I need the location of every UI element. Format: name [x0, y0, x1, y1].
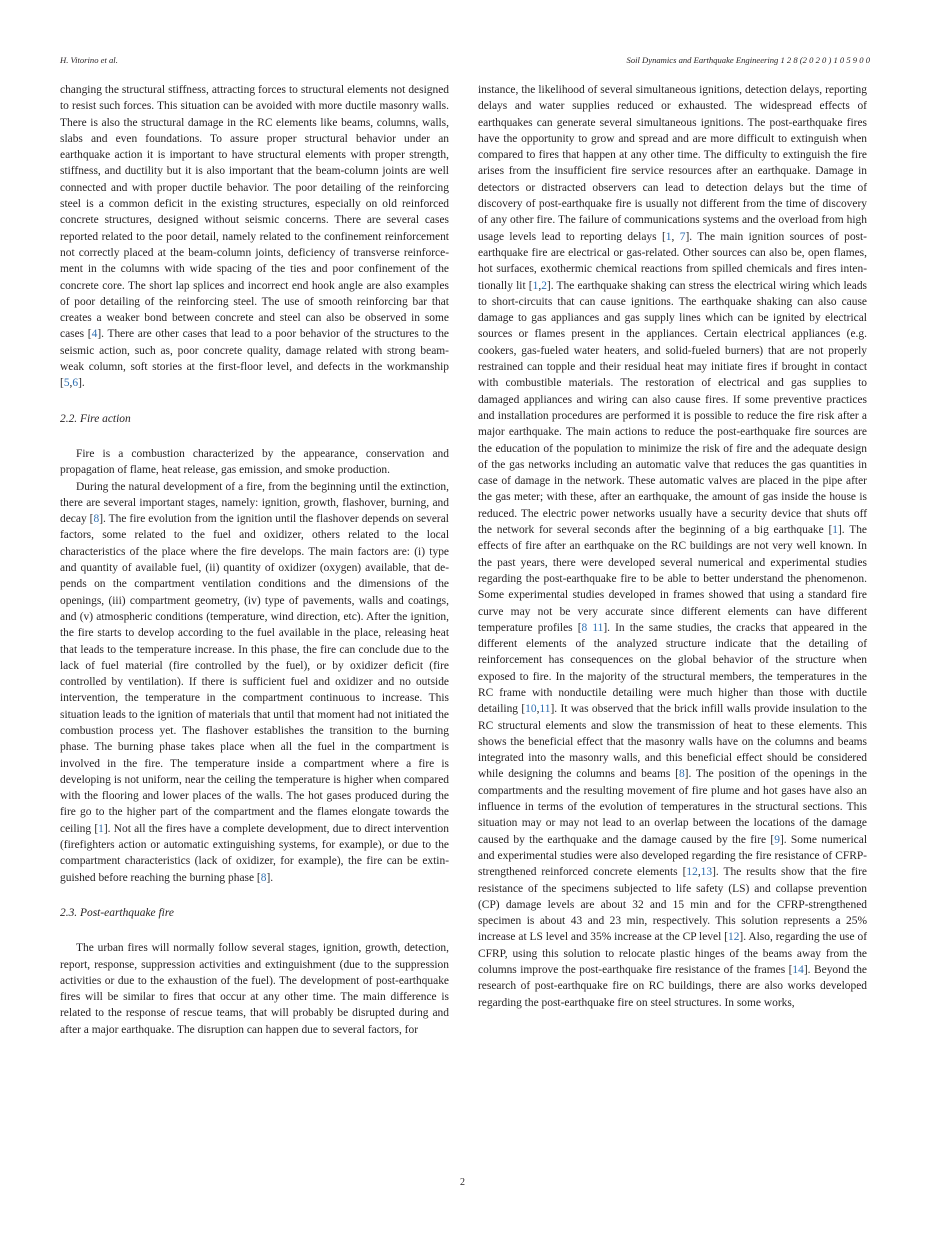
citation-link[interactable]: 1	[665, 230, 672, 243]
citation-link[interactable]: 11	[539, 703, 551, 716]
citation-link[interactable]: 8 11	[581, 621, 604, 634]
citation-link[interactable]: 1	[98, 822, 104, 835]
citation-link[interactable]: 12	[686, 866, 698, 879]
section-heading-fire-action: 2.2. Fire action	[60, 412, 131, 425]
right-column	[478, 82, 867, 1011]
page-number: 2	[460, 1177, 465, 1188]
section-heading-post-earthquake-fire: 2.3. Post-earthquake fire	[60, 906, 174, 919]
citation-link[interactable]: 8	[678, 768, 685, 781]
citation-link[interactable]: 5	[63, 377, 70, 390]
running-header-authors: H. Vitorino et al.	[60, 55, 118, 65]
citation-link[interactable]: 6	[72, 377, 79, 390]
citation-link[interactable]: 7	[679, 230, 686, 243]
citation-link[interactable]: 13	[700, 866, 713, 879]
citation-link[interactable]: 1	[532, 279, 539, 292]
paragraph-fire-definition: Fire is a combustion characterized by the appearance, conservation and propagation of flame, heat release, gas emission, and smoke production.	[60, 447, 449, 477]
paragraph-fire-stages: During the natural development of a fire, from the beginning until the extinction, there are several important stages, namely: ignition, growth, flashover, burning, and decay [8]. The fire evolution from the ignition until the flashover depends on several factors, some related to the fuel and oxidizer, others related to the local characteristics of the place where the fire develops. The main factors are: (i) type and quantity of available fuel, (ii) quantity of oxidizer (oxygen) available, that depends on the compartment ventilation conditions and the dimensions of the openings, (iii) compartment geometry, (iv) type of pavements, walls and coatings, and (v) atmospheric conditions (temperature, wind direction, etc). After the ignition, the fire starts to develop according to the fuel available in the place, releasing heat that leads to the temperature increase. In this phase, the fire can conclude due to the lack of fuel material (fire controlled by the fuel), or by oxidizer deficit (fire controlled by ventilation). If there is sufficient fuel and oxidizer and no outside intervention, the temperature in the compartment continuous to increase. This situation leads to the ignition of materials that until that moment had not initiated the combustion process yet. The flashover establishes the transition to the burning phase. The burning phase takes place when all the fuel in the compartment is involved in the fire. The temperature inside a compartment where a fire is developing is not uniform, near the ceiling the temperature is higher when compared with the flooring and lower places of the walls. The hot gases produced during the fire go to the higher part of the compartment and the flames elongate towards the ceiling [1]. Not all the fires have a complete development, due to direct intervention (firefighters action or automatic extinguishing systems, for example), or due to the compartment characteristics (lack of oxidizer, for example), the fire can be extinguished before reaching the burning phase [8].	[60, 480, 449, 884]
paragraph-urban-fires: The urban fires will normally follow several stages, ignition, growth, detection, report, response, suppression activities and extinguishment (due to the suppression activities or due to the exhaustion of the fuel). The development of post-earthquake fires will be similar to fires that occur at any other time. The main difference is related to the response of rescue teams, that will probably be disrupted during and after a major earthquake. The disruption can happen due to several factors, for	[60, 942, 449, 1036]
citation-link[interactable]: 10	[525, 703, 537, 716]
paragraph-structural-deficits: changing the structural stiffness, attracting forces to structural elements not designed to resist such forces. This situation can be avoided with more ductile masonry walls. There is also the structural damage in the RC elements like beams, columns, walls, slabs and even foundations. To assure proper structural behavior under an earthquake action it is important to have structural elements with proper strength, stiffness, and ductility but it is also important that the beam-column joints are well connected and with proper ductile behavior. The poor detailing of the reinforcing steel is a common deficit in the existing structures, especially on old reinforced concrete structures, designed without seismic concerns. There are several cases reported related to the poor detail, namely related to the confinement reinforcement not correctly placed at the beam-column joints, deficiency of transverse reinforcement in the columns with wide spacing of the ties and poor confinement of the concrete core. The short lap splices and incorrect end hook angle are also examples of poor detailing of the reinforcing steel. The use of smooth reinforcing bar that creates a weaker bond between concrete and steel can also be observed in some cases [4]. There are other cases that lead to a poor behavior of the structures to the seismic action, such as, poor concrete quality, damage related with strong beam-weak column, soft stories at the first-floor level, and defects in the workmanship [5,6].	[60, 84, 449, 390]
running-header-journal: Soil Dynamics and Earthquake Engineering 1 2 8 (2 0 2 0 ) 1 0 5 9 0 0	[626, 55, 870, 65]
citation-link[interactable]: 14	[792, 964, 804, 977]
paragraph-post-earthquake-ignitions: instance, the likelihood of several simultaneous ignitions, detection delays, reporting delays and water supplies reduced or exhausted. The widespread effects of earthquakes can generate several simultaneous ignitions. The post-earthquake fires have the opportunity to grow and spread and are more difficult to extinguish when compared to fires that happen at any other time. The difficulty to extinguish the fire arises from the insufficient fire service resources after an earthquake. Damage in detectors or distracted observers can lead to detection delays but the time of discovery of post-earthquake fire is usually not different from the time of discovery of any other fire. The failure of communications systems and the overload from high usage levels lead to reporting delays [1, 7]. The main ignition sources of post-earthquake fire are electrical or gas-related. Other sources can also be, open flames, hot surfaces, exothermic chemical reactions from spilled chemicals and fires intentionally lit [1,2]. The earthquake shaking can stress the electrical wiring which leads to short-circuits that can cause ignitions. The earthquake shaking can also cause damage to gas appliances and gas supply lines which can be ignited by electrical sources or flames present in the appliances. Certain electrical appliances (e.g. cookers, gas-fueled water heaters, and solid-fueled burners) that are not properly restrained can topple and their residual heat may initiate fires if brought in contact with combustible materials. The restoration of electrical and gas supplies to damaged appliances and wiring can also cause fires. If some preventive practices and installation procedures are performed it is possible to reduce the fire risk after a major earthquake. The main actions to reduce the post-earthquake fire sources are the education of the population to minimize the risk of fire and the adequate design of the gas networks including an automatic valve that reduces the gas quantities in case of damage in the network. These automatic valves are placed in the pipe after the gas meter; with these, after an earthquake, the amount of gas inside the house is reduced. The electric power networks usually have a security device that shuts off the network for several seconds after the beginning of a big earthquake [1]. The effects of fire after an earthquake on the RC buildings are not very well known. In the past years, there were developed several numerical and experimental studies regarding the post-earthquake fire to be able to better understand the phenomenon. Some experimental studies developed in frames showed that using a standard fire curve may not be very accurate since different elements can have different temperature profiles [8 11]. In the same studies, the cracks that appeared in the different elements of the analyzed structure indicate that the detailing of reinforcement has consequences on the global behavior of the structure when exposed to fire. In the majority of the structural members, the temperatures in the RC frame with nonductile detailing were much higher than those with ductile detailing [10,11]. It was observed that the brick infill walls provide insulation to the RC structural elements and slow the transmission of heat to these elements. This shows the beneficial effect that the masonry walls have on the columns and beams integrated into the masonry walls, and this beneficial effect should be considered while designing the columns and beams [8]. The position of the openings in the compartments and the resulting movement of fire plume and hot gases have also an influence in terms of the evolution of temperatures in the structural sections. This situation may or may not lead to an overlap between the locations of the damage caused by the earthquake and the damage caused by the fire [9]. Some numerical and experimental studies were also developed regarding the fire resistance of CFRP-strengthened reinforced concrete elements [12,13]. The results show that the fire resistance of the specimens subjected to life safety (LS) and collapse prevention (CP) damage levels are about 32 and 15 min and for the CFRP-strengthened specimen is about 43 and 23 min, respectively. This solution represents a 25% increase at LS level and 35% increase at the CP level [12]. Also, regarding the use of CFRP, using this solution to relocate plastic hinges of the beams away from the columns improve the post-earthquake fire resistance of the frames [14]. Beyond the research of post-earthquake fire on RC buildings, there are also works developed regarding the post-earthquake fire on steel structures. In some works,	[478, 84, 868, 1009]
citation-link[interactable]: 8	[260, 871, 267, 884]
citation-link[interactable]: 4	[91, 328, 98, 341]
citation-link[interactable]: 2	[541, 279, 547, 292]
left-column	[60, 82, 449, 1038]
citation-link[interactable]: 12	[727, 931, 740, 944]
citation-link[interactable]: 9	[774, 833, 780, 846]
citation-link[interactable]: 1	[832, 524, 838, 537]
citation-link[interactable]: 8	[93, 513, 100, 526]
